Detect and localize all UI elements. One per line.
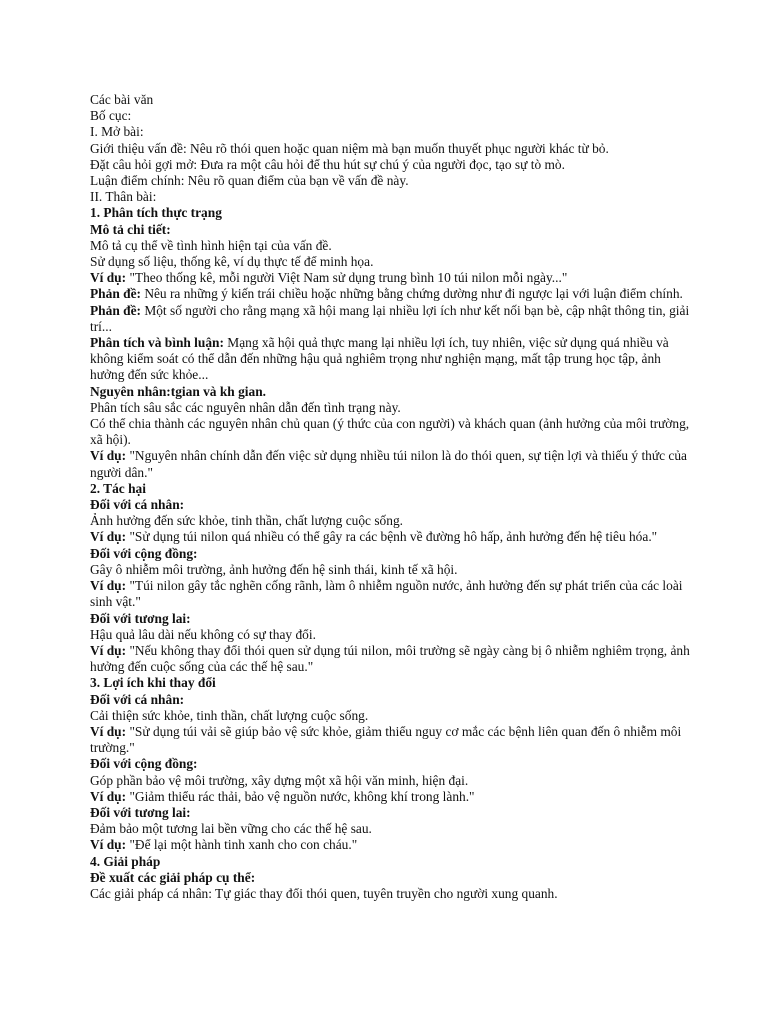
text-line	[90, 400, 690, 416]
text-line	[90, 886, 690, 902]
bold-label: Phản đề:	[90, 302, 141, 318]
line-text: I. Mở bài:	[90, 124, 144, 140]
text-line	[90, 303, 690, 335]
line-text: "Sử dụng túi nilon quá nhiều có thể gây ra các bệnh về đường hô hấp, ảnh hưởng đến hệ tiêu hóa."	[126, 529, 658, 545]
line-text: Ảnh hưởng đến sức khỏe, tinh thần, chất lượng cuộc sống.	[90, 513, 403, 529]
bold-label: Ví dụ:	[90, 642, 127, 658]
bold-label: Đối với cộng đồng:	[90, 545, 198, 561]
line-text: Phân tích sâu sắc các nguyên nhân dẫn đến tình trạng này.	[90, 399, 401, 415]
bold-label: Đối với tương lai:	[90, 804, 191, 820]
text-line	[90, 286, 690, 302]
line-text: Đảm bảo một tương lai bền vững cho các thế hệ sau.	[90, 821, 372, 837]
bold-label: 3. Lợi ích khi thay đổi	[90, 675, 216, 691]
line-text: "Theo thống kê, mỗi người Việt Nam sử dụng trung bình 10 túi nilon mỗi ngày..."	[126, 270, 568, 286]
text-line	[90, 238, 690, 254]
bold-label: Phân tích và bình luận:	[90, 335, 224, 351]
bold-label: Phản đề:	[90, 286, 141, 302]
bold-label: Ví dụ:	[90, 723, 127, 739]
line-text: Đặt câu hỏi gợi mở: Đưa ra một câu hỏi để thu hút sự chú ý của người đọc, tạo sự tò mò.	[90, 156, 565, 172]
text-line	[90, 773, 690, 789]
text-line	[90, 141, 690, 157]
text-line	[90, 205, 690, 221]
line-text: Có thể chia thành các nguyên nhân chủ quan (ý thức của con người) và khách quan (ảnh hưởng của môi trường, xã hội).	[90, 416, 690, 448]
bold-label: Mô tả chi tiết:	[90, 221, 171, 237]
bold-label: 1. Phân tích thực trạng	[90, 205, 222, 221]
text-line	[90, 805, 690, 821]
line-text: "Nguyên nhân chính dẫn đến việc sử dụng nhiều túi nilon là do thói quen, sự tiện lợi và thiếu ý thức của người dân."	[90, 448, 688, 480]
bold-label: Đối với tương lai:	[90, 610, 191, 626]
text-line	[90, 270, 690, 286]
text-line	[90, 562, 690, 578]
text-line	[90, 448, 690, 480]
line-text: Mạng xã hội quả thực mang lại nhiều lợi ích, tuy nhiên, việc sử dụng quá nhiều và không kiểm soát có thể dẫn đến những hậu quả nghiêm trọng như nghiện mạng, mất tập trung học tập, ảnh hưởng đến sức khỏe...	[90, 335, 669, 383]
text-line	[90, 821, 690, 837]
text-line	[90, 222, 690, 238]
text-line	[90, 529, 690, 545]
text-line	[90, 870, 690, 886]
bold-label: Đối với cá nhân:	[90, 497, 185, 513]
text-line	[90, 157, 690, 173]
bold-label: Ví dụ:	[90, 788, 127, 804]
line-text: Mô tả cụ thể về tình hình hiện tại của vấn đề.	[90, 237, 332, 253]
line-text: Bố cục:	[90, 108, 132, 124]
bold-label: Đối với cá nhân:	[90, 691, 185, 707]
text-line	[90, 837, 690, 853]
text-line	[90, 675, 690, 691]
text-line	[90, 627, 690, 643]
bold-label: 4. Giải pháp	[90, 853, 161, 869]
line-text: Hậu quả lâu dài nếu không có sự thay đổi.	[90, 626, 316, 642]
bold-label: Đề xuất các giải pháp cụ thể:	[90, 869, 256, 885]
text-line	[90, 497, 690, 513]
line-text: Sử dụng số liệu, thống kê, ví dụ thực tế để minh họa.	[90, 254, 374, 270]
text-line	[90, 173, 690, 189]
bold-label: Ví dụ:	[90, 448, 127, 464]
text-line	[90, 254, 690, 270]
text-line	[90, 789, 690, 805]
text-line	[90, 546, 690, 562]
bold-label: Đối với cộng đồng:	[90, 756, 198, 772]
text-line	[90, 578, 690, 610]
line-text: Nêu ra những ý kiến trái chiều hoặc những bằng chứng dường như đi ngược lại với luận điểm chính.	[140, 286, 683, 302]
line-text: Góp phần bảo vệ môi trường, xây dựng một xã hội văn minh, hiện đại.	[90, 772, 469, 788]
text-line	[90, 416, 690, 448]
line-text: II. Thân bài:	[90, 189, 157, 205]
line-text: "Nếu không thay đổi thói quen sử dụng túi nilon, môi trường sẽ ngày càng bị ô nhiễm nghiêm trọng, ảnh hưởng đến cuộc sống của các thế hệ sau."	[90, 642, 690, 675]
bold-label: Ví dụ:	[90, 578, 127, 594]
line-text: "Sử dụng túi vải sẽ giúp bảo vệ sức khỏe, giảm thiểu nguy cơ mắc các bệnh liên quan đến ô nhiễm môi trường."	[90, 723, 682, 756]
text-line	[90, 611, 690, 627]
text-line	[90, 189, 690, 205]
line-text: Các bài văn	[90, 92, 154, 107]
line-text: "Để lại một hành tinh xanh cho con cháu."	[126, 837, 358, 853]
bold-label: Ví dụ:	[90, 270, 127, 286]
bold-label: Ví dụ:	[90, 529, 127, 545]
text-line	[90, 692, 690, 708]
bold-label: Nguyên nhân:tgian và kh gian.	[90, 383, 266, 399]
text-line	[90, 481, 690, 497]
bold-label: Ví dụ:	[90, 837, 127, 853]
text-line	[90, 756, 690, 772]
line-text: Một số người cho rằng mạng xã hội mang lại nhiều lợi ích như kết nối bạn bè, cập nhật thông tin, giải trí...	[90, 302, 690, 334]
text-line	[90, 708, 690, 724]
line-text: Luận điểm chính: Nêu rõ quan điểm của bạn về vấn đề này.	[90, 173, 409, 189]
text-line	[90, 854, 690, 870]
text-line	[90, 643, 690, 675]
line-text: Cải thiện sức khỏe, tinh thần, chất lượng cuộc sống.	[90, 707, 369, 723]
bold-label: 2. Tác hại	[90, 480, 146, 496]
line-text: Giới thiệu vấn đề: Nêu rõ thói quen hoặc quan niệm mà bạn muốn thuyết phục người khác từ bỏ.	[90, 140, 609, 156]
text-line	[90, 335, 690, 384]
line-text: "Giảm thiểu rác thải, bảo vệ nguồn nước, không khí trong lành."	[126, 788, 475, 804]
line-text: "Túi nilon gây tắc nghẽn cống rãnh, làm ô nhiễm nguồn nước, ảnh hưởng đến sự phát triển của các loài sinh vật."	[90, 578, 683, 610]
text-line	[90, 108, 690, 124]
line-text: Gây ô nhiễm môi trường, ảnh hưởng đến hệ sinh thái, kinh tế xã hội.	[90, 561, 458, 577]
text-line	[90, 513, 690, 529]
text-line	[90, 384, 690, 400]
document-body	[90, 92, 690, 902]
text-line	[90, 124, 690, 140]
text-line	[90, 92, 690, 108]
line-text: Các giải pháp cá nhân: Tự giác thay đổi thói quen, tuyên truyền cho người xung quanh.	[90, 885, 558, 901]
text-line	[90, 724, 690, 756]
